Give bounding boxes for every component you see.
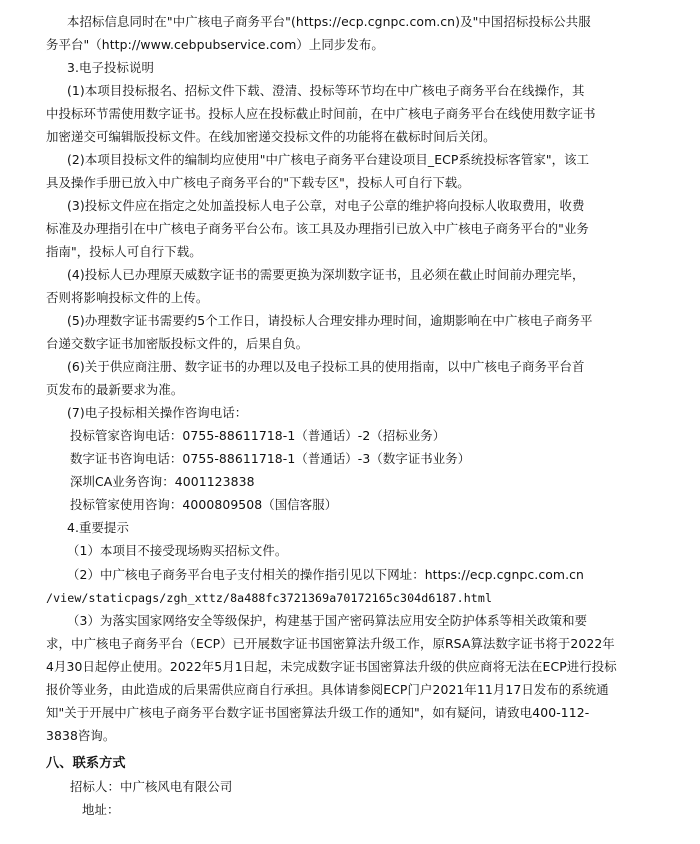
section-4-item-1: （1）本项目不接受现场购买招标文件。 (67, 543, 288, 558)
section-3-item-3-line: 标准及办理指引在中广核电子商务平台公布。该工具及办理指引已放入中广核电子商务平台的"业务 (46, 221, 589, 236)
contact-line: 数字证书咨询电话：0755-88611718-1（普通话）-3（数字证书业务） (70, 451, 471, 466)
section-3-item-4-line: (4)投标人已办理原天威数字证书的需要更换为深圳数字证书，且必须在截止时间前办理完毕， (67, 267, 585, 282)
section-3-item-4-line: 否则将影响投标文件的上传。 (46, 290, 209, 305)
contact-line: 投标管家咨询电话：0755-88611718-1（普通话）-2（招标业务） (70, 428, 446, 443)
section-3-item-7-title: (7)电子投标相关操作咨询电话： (67, 405, 248, 420)
section-3-item-3-line: (3)投标文件应在指定之处加盖投标人电子公章，对电子公章的维护将向投标人收取费用，收费 (67, 198, 585, 213)
section-4-item-3-line: （3）为落实国家网络安全等级保护，构建基于国产密码算法应用安全防护体系等相关政策和要 (67, 613, 588, 628)
section-3-item-2-line: (2)本项目投标文件的编制均应使用"中广核电子商务平台建设项目_ECP系统投标客管家"，该工 (67, 152, 590, 167)
section-3-item-5-line: (5)办理数字证书需要约5个工作日，请投标人合理安排办理时间，逾期影响在中广核电子商务平 (67, 313, 593, 328)
section-3-item-5-line: 台递交数字证书加密版投标文件的，后果自负。 (46, 336, 309, 351)
section-4-item-3-line: 知"关于开展中广核电子商务平台数字证书国密算法升级工作的通知"，如有疑问，请致电400-112- (46, 705, 590, 720)
section-4-item-2-line: （2）中广核电子商务平台电子支付相关的操作指引见以下网址：https://ecp.cgnpc.com.cn (67, 567, 584, 582)
address-line: 地址： (82, 802, 120, 817)
section-3-title: 3.电子投标说明 (67, 60, 154, 75)
section-4-item-3-line: 4月30日起停止使用。2022年5月1日起，未完成数字证书国密算法升级的供应商将无法在ECP进行投标 (46, 659, 617, 674)
section-3-item-6-line: (6)关于供应商注册、数字证书的办理以及电子投标工具的使用指南，以中广核电子商务平台首 (67, 359, 585, 374)
section-3-item-3-line: 指南"，投标人可自行下载。 (46, 244, 202, 259)
section-4-item-3-line: 报价等业务，由此造成的后果需供应商自行承担。具体请参阅ECP门户2021年11月17日发布的系统通 (46, 682, 609, 697)
intro-line-1: 本招标信息同时在"中广核电子商务平台"(https://ecp.cgnpc.com.cn)及"中国招标投标公共服 (67, 14, 591, 29)
section-3-item-1-line: 加密递交可编辑版投标文件。在线加密递交投标文件的功能将在截标时间后关闭。 (46, 129, 496, 144)
section-4-title: 4.重要提示 (67, 520, 129, 535)
contact-line: 深圳CA业务咨询：4001123838 (70, 474, 255, 489)
intro-line-2: 务平台"（http://www.cebpubservice.com）上同步发布。 (46, 37, 384, 52)
section-3-item-2-line: 具及操作手册已放入中广核电子商务平台的"下载专区"，投标人可自行下载。 (46, 175, 470, 190)
section-3-item-1-line: (1)本项目投标报名、招标文件下载、澄清、投标等环节均在中广核电子商务平台在线操作，其 (67, 83, 585, 98)
section-4-item-3-line: 3838咨询。 (46, 728, 116, 743)
section-3-item-6-line: 页发布的最新要求为准。 (46, 382, 184, 397)
section-4-item-3-line: 求，中广核电子商务平台（ECP）已开展数字证书国密算法升级工作，原RSA算法数字证书将于2022年 (46, 636, 615, 651)
contact-line: 投标管家使用咨询：4000809508（国信客服） (70, 497, 338, 512)
section-3-item-1-line: 中投标环节需使用数字证书。投标人应在投标截止时间前，在中广核电子商务平台在线使用数字证书 (46, 106, 596, 121)
tenderer-line: 招标人：中广核风电有限公司 (70, 779, 233, 794)
payment-guide-link[interactable]: /view/staticpags/zgh_xttz/8a488fc3721369a70172165c304d6187.html (46, 591, 493, 605)
section-8-title: 八、联系方式 (46, 756, 126, 771)
